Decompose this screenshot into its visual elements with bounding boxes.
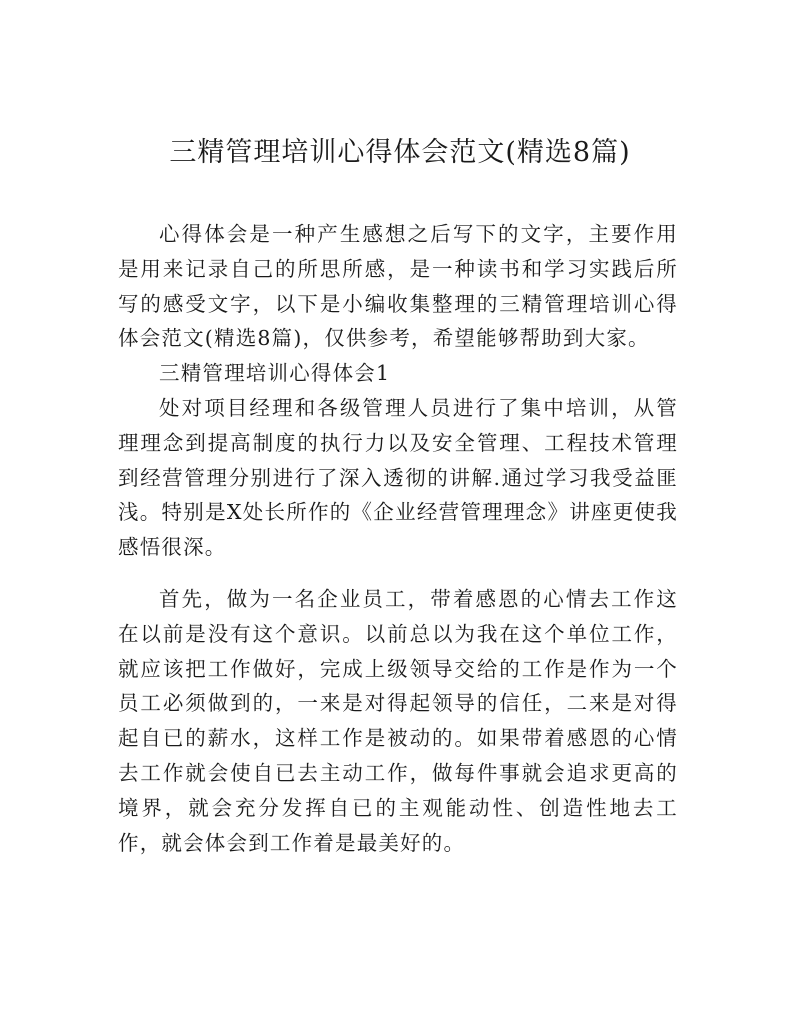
paragraph-2: 首先，做为一名企业员工，带着感恩的心情去工作这在以前是没有这个意识。以前总以为我在这个单位工作，就应该把工作做好，完成上级领导交给的工作是作为一个员工必须做到的，一来是对得起领导的信任，二来是对得起自已的薪水，这样工作是被动的。如果带着感恩的心情去工作就会使自已去主动工作，做每件事就会追求更高的境界，就会充分发挥自已的主观能动性、创造性地去工作，就会体会到工作着是最美好的。 <box>118 586 678 855</box>
document-body <box>118 217 678 860</box>
intro-paragraph: 心得体会是一种产生感想之后写下的文字，主要作用是用来记录自己的所思所感，是一种读书和学习实践后所写的感受文字，以下是小编收集整理的三精管理培训心得体会范文(精选8篇)，仅供参考，希望能够帮助到大家。 <box>118 222 678 351</box>
paragraph-1: 处对项目经理和各级管理人员进行了集中培训，从管理理念到提高制度的执行力以及安全管理、工程技术管理到经营管理分别进行了深入透彻的讲解.通过学习我受益匪浅。特别是X处长所作的《企业经营管理理念》讲座更使我感悟很深。 <box>118 395 678 560</box>
document-title: 三精管理培训心得体会范文(精选8篇) <box>169 137 631 168</box>
section-heading: 三精管理培训心得体会1 <box>159 361 391 386</box>
